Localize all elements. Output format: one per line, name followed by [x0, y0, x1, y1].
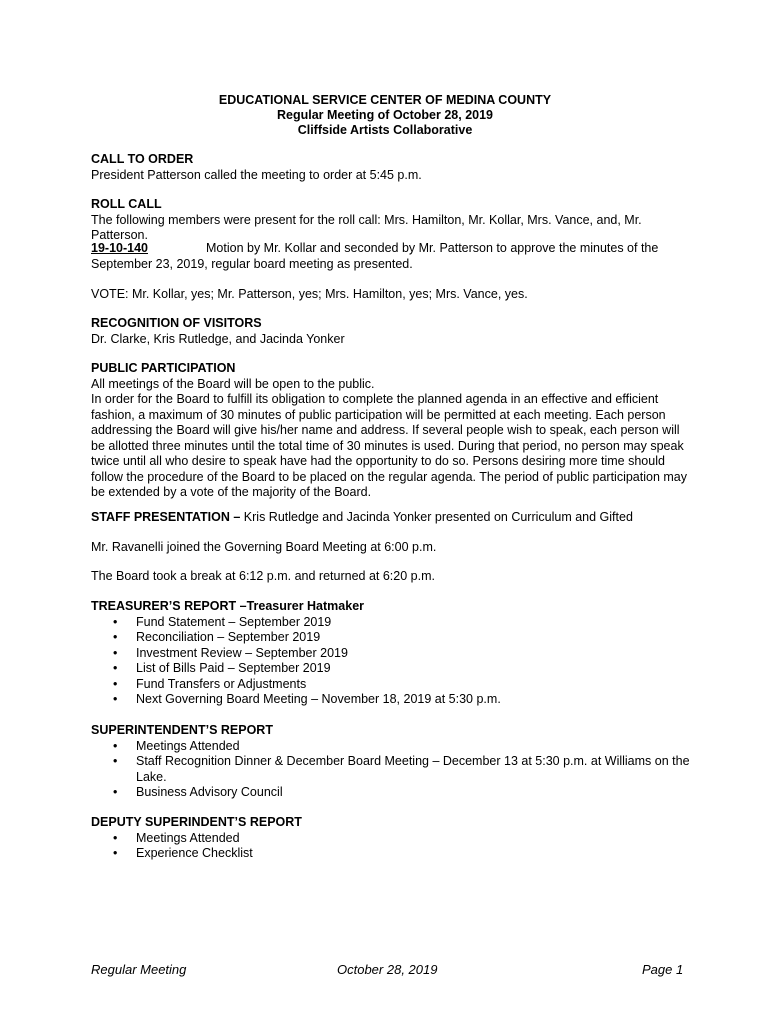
roll-call-text: The following members were present for the roll call: Mrs. Hamilton, Mr. Kollar, Mrs. Vance, and, Mr. Patterson. — [91, 212, 642, 242]
list-item: • Reconciliation – September 2019 — [91, 630, 691, 646]
staff-presentation-heading: STAFF PRESENTATION – — [91, 510, 241, 524]
treasurer-heading: TREASURER’S REPORT –Treasurer Hatmaker — [91, 599, 365, 613]
visitors-section — [91, 316, 691, 347]
break-text: The Board took a break at 6:12 p.m. and returned at 6:20 p.m. — [91, 569, 435, 583]
public-participation-section — [91, 361, 691, 501]
roll-call-section — [91, 197, 691, 244]
vote-text: VOTE: Mr. Kollar, yes; Mr. Patterson, yes; Mrs. Hamilton, yes; Mrs. Vance, yes. — [91, 287, 528, 301]
list-item: • Business Advisory Council — [91, 785, 691, 801]
public-participation-text: In order for the Board to fulfill its obligation to complete the planned agenda in an effective and efficient fashion, a maximum of 30 minutes of public participation will be permitted at each meeting. Each person addressing the Board will give his/her name and address. If several people wish to speak, each person will be allotted three minutes until the total time of 30 minutes is used. During that period, no person may speak twice until all who desire to speak have had the opportunity to do so. Persons desiring more time should follow the procedure of the Board to be placed on the regular agenda. The period of public participation may be extended by a vote of the majority of the Board. — [91, 392, 687, 499]
deputy-list — [91, 831, 691, 862]
ravanelli-section — [91, 540, 691, 556]
roll-call-heading: ROLL CALL — [91, 197, 162, 211]
list-item: • Meetings Attended — [91, 739, 691, 755]
superintendent-heading: SUPERINTENDENT’S REPORT — [91, 723, 273, 737]
treasurer-section — [91, 599, 691, 708]
list-item: • Staff Recognition Dinner & December Board Meeting – December 13 at 5:30 p.m. at Williams on the Lake. — [91, 754, 691, 785]
public-participation-heading: PUBLIC PARTICIPATION — [91, 361, 236, 375]
superintendent-list — [91, 739, 691, 801]
public-participation-line1: All meetings of the Board will be open to the public. — [91, 376, 375, 391]
treasurer-list — [91, 615, 691, 708]
list-item: • Fund Statement – September 2019 — [91, 615, 691, 631]
list-item: • Investment Review – September 2019 — [91, 646, 691, 662]
vote-section — [91, 287, 691, 303]
staff-presentation-section — [91, 510, 691, 526]
document-header — [0, 93, 770, 138]
call-to-order-section — [91, 152, 691, 183]
motion-text: Motion by Mr. Kollar and seconded by Mr. Patterson to approve the minutes of the September 23, 2019, regular board meeting as presented. — [91, 241, 659, 271]
list-item: • Next Governing Board Meeting – November 18, 2019 at 5:30 p.m. — [91, 692, 691, 708]
break-section — [91, 569, 691, 585]
visitors-heading: RECOGNITION OF VISITORS — [91, 316, 262, 330]
list-item: • Meetings Attended — [91, 831, 691, 847]
footer-left: Regular Meeting — [91, 962, 187, 977]
list-item: • Fund Transfers or Adjustments — [91, 677, 691, 693]
meeting-location: Cliffside Artists Collaborative — [297, 123, 473, 137]
footer-date: October 28, 2019 — [337, 962, 438, 977]
deputy-heading: DEPUTY SUPERINDENT’S REPORT — [91, 815, 302, 829]
list-item: • List of Bills Paid – September 2019 — [91, 661, 691, 677]
meeting-title: Regular Meeting of October 28, 2019 — [276, 108, 494, 122]
call-to-order-text: President Patterson called the meeting to order at 5:45 p.m. — [91, 167, 422, 182]
ravanelli-text: Mr. Ravanelli joined the Governing Board Meeting at 6:00 p.m. — [91, 540, 437, 554]
list-item: • Experience Checklist — [91, 846, 691, 862]
call-to-order-heading: CALL TO ORDER — [91, 152, 194, 166]
footer-page-number: Page 1 — [642, 962, 684, 977]
staff-presentation-text: Kris Rutledge and Jacinda Yonker presented on Curriculum and Gifted — [240, 510, 633, 524]
org-name: EDUCATIONAL SERVICE CENTER OF MEDINA COUNTY — [218, 93, 552, 107]
motion-number: 19-10-140 — [91, 241, 148, 255]
superintendent-section — [91, 723, 691, 801]
motion-section — [91, 241, 691, 272]
visitors-text: Dr. Clarke, Kris Rutledge, and Jacinda Yonker — [91, 331, 345, 346]
deputy-section — [91, 815, 691, 862]
